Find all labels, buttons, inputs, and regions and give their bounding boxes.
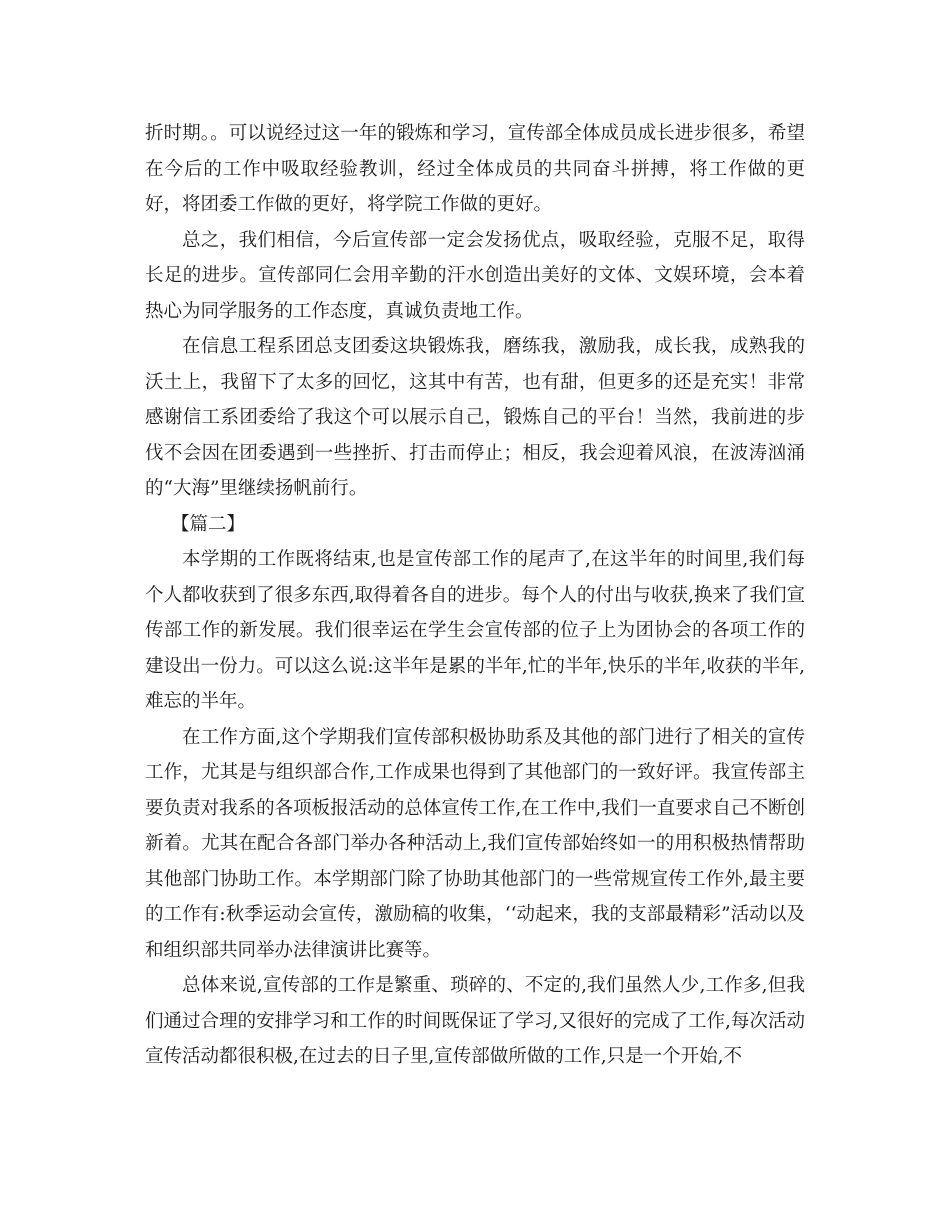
- section-heading: 【篇二】: [171, 513, 246, 535]
- paragraph-continuation: 折时期。。可以说经过这一年的锻炼和学习，宣传部全体成员成长进步很多，希望在今后的工作中吸取经验教训，经过全体成员的共同奋斗拼搏，将工作做的更好，将团委工作做的更好，将学院工作做的更好。: [145, 123, 805, 215]
- paragraph: 在工作方面,这个学期我们宣传部积极协助系及其他的部门进行了相关的宣传工作，尤其是与组织部合作,工作成果也得到了其他部门的一致好评。我宣传部主要负责对我系的各项板报活动的总体宣传工作,在工作中,我们一直要求自己不断创新着。尤其在配合各部门举办各种活动上,我们宣传部始终如一的用积极热情帮助其他部门协助工作。本学期部门除了协助其他部门的一些常规宣传工作外,最主要的工作有:秋季运动会宣传，激励稿的收集，‘‘动起来，我的支部最精彩”活动以及和组织部共同举办法律演讲比赛等。: [145, 726, 805, 961]
- paragraph: 总体来说,宣传部的工作是繁重、琐碎的、不定的,我们虽然人少,工作多,但我们通过合理的安排学习和工作的时间既保证了学习,又很好的完成了工作,每次活动宣传活动都很积极,在过去的日子里,宣传部做所做的工作,只是一个开始,不: [145, 975, 805, 1067]
- paragraph: 在信息工程系团总支团委这块锻炼我，磨练我，激励我，成长我，成熟我的沃土上，我留下了太多的回忆，这其中有苦，也有甜，但更多的还是充实！非常感谢信工系团委给了我这个可以展示自己，锻炼自己的平台！当然，我前进的步伐不会因在团委遇到一些挫折、打击而停止；相反，我会迎着风浪，在波涛汹涌的“大海”里继续扬帆前行。: [145, 336, 805, 499]
- document-body: [145, 116, 805, 1075]
- paragraph: 总之，我们相信，今后宣传部一定会发扬优点，吸取经验，克服不足，取得长足的进步。宣传部同仁会用辛勤的汗水创造出美好的文体、文娱环境，会本着热心为同学服务的工作态度，真诚负责地工作。: [145, 229, 805, 322]
- paragraph: 本学期的工作既将结束,也是宣传部工作的尾声了,在这半年的时间里,我们每个人都收获到了很多东西,取得着各自的进步。每个人的付出与收获,换来了我们宣传部工作的新发展。我们很幸运在学生会宣传部的位子上为团协会的各项工作的建设出一份力。可以这么说:这半年是累的半年,忙的半年,快乐的半年,收获的半年,难忘的半年。: [145, 549, 805, 712]
